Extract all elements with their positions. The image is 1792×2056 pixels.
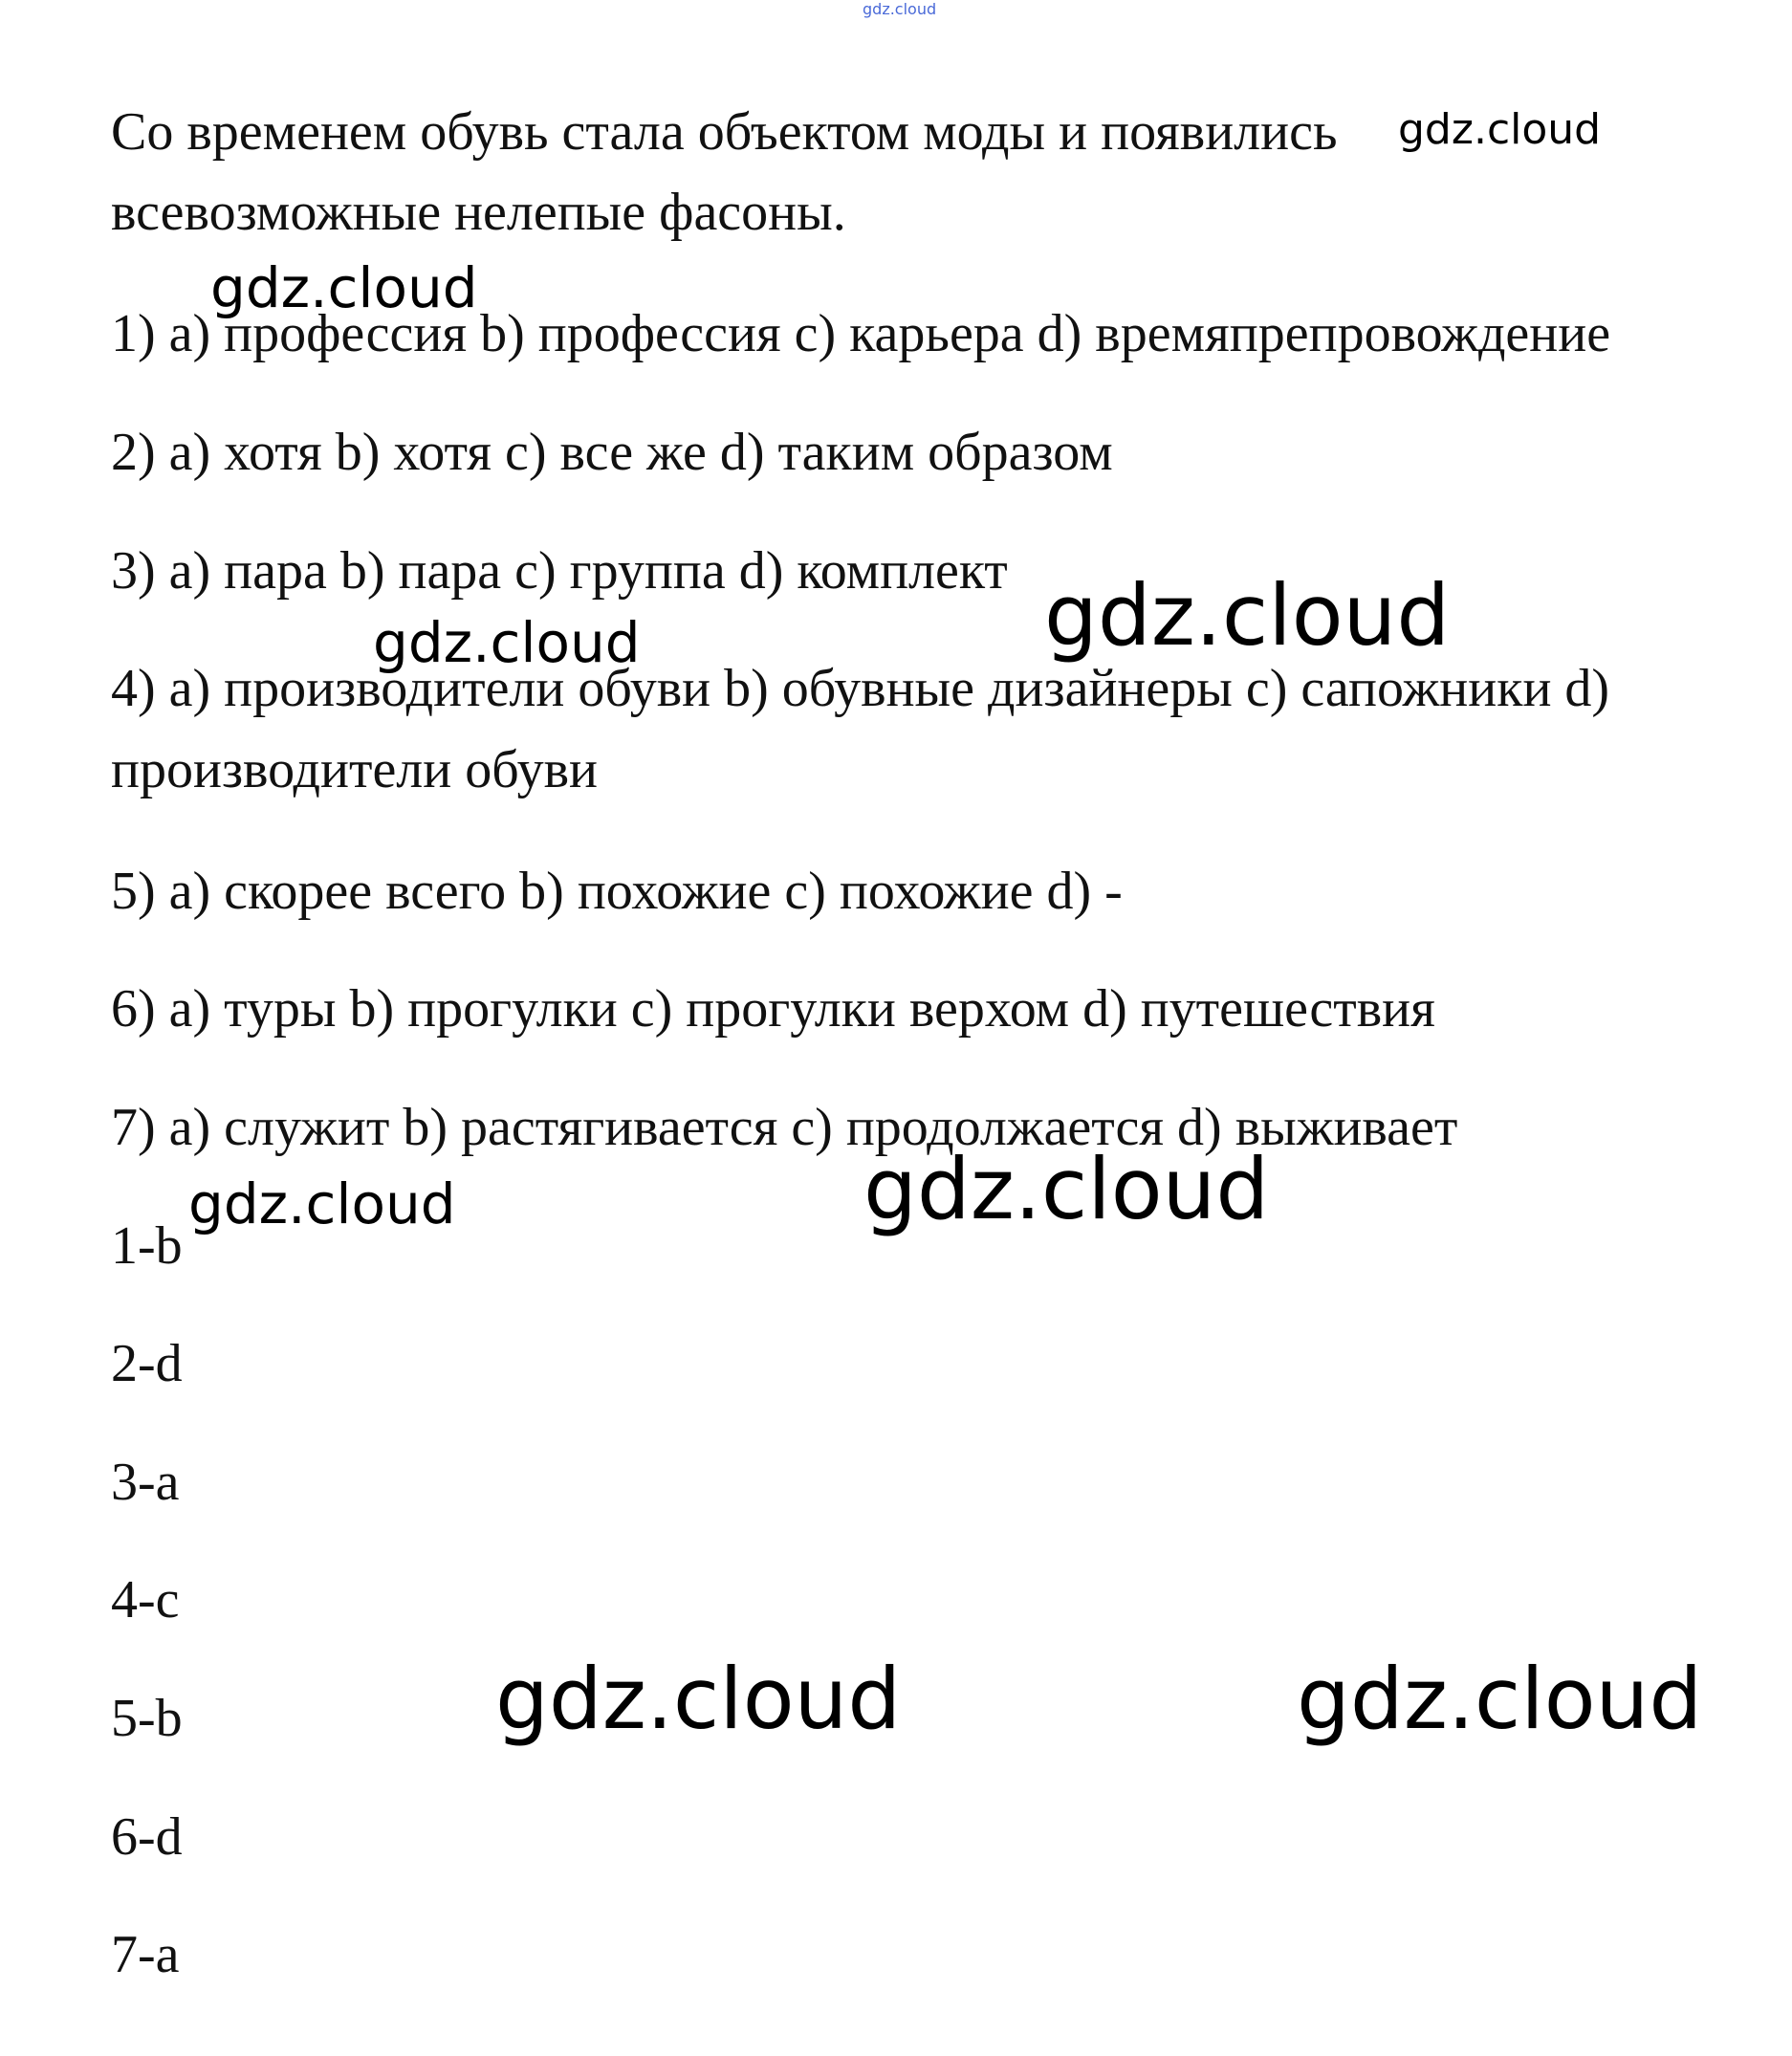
watermark-4: gdz.cloud [188,1171,456,1236]
watermark-2: gdz.cloud [1044,566,1451,665]
option-line-7: 7) a) служит b) растягивается c) продолжается d) выживает [111,1098,1458,1157]
answer-5: 5-b [111,1689,183,1748]
option-line-1: 1) a) профессия b) профессия c) карьера d) времяпрепровождение [111,304,1611,363]
intro-line-2: всевозможные нелепые фасоны. [111,183,846,242]
option-line-3: 3) a) пара b) пара c) группа d) комплект [111,541,1008,601]
answer-2: 2-d [111,1334,183,1393]
option-line-4a: 4) a) производители обуви b) обувные дизайнеры c) сапожники d) [111,659,1610,718]
watermark-6: gdz.cloud [495,1650,902,1748]
watermark-3: gdz.cloud [373,610,641,675]
intro-line-1: Со временем обувь стала объектом моды и появились [111,102,1338,162]
watermark-top: gdz.cloud [863,0,937,18]
answer-7: 7-a [111,1925,180,1984]
option-line-6: 6) a) туры b) прогулки c) прогулки верхом d) путешествия [111,979,1435,1039]
watermark-intro: gdz.cloud [1398,105,1602,154]
answer-6: 6-d [111,1807,183,1867]
option-line-5: 5) a) скорее всего b) похожие c) похожие d) - [111,862,1123,921]
watermark-1: gdz.cloud [210,255,478,320]
watermark-5: gdz.cloud [863,1140,1270,1238]
answer-4: 4-c [111,1570,180,1629]
answer-1: 1-b [111,1216,183,1276]
option-line-4b: производители обуви [111,740,598,799]
watermark-7: gdz.cloud [1297,1650,1703,1748]
option-line-2: 2) a) хотя b) хотя c) все же d) таким образом [111,423,1113,482]
answer-3: 3-a [111,1453,180,1512]
